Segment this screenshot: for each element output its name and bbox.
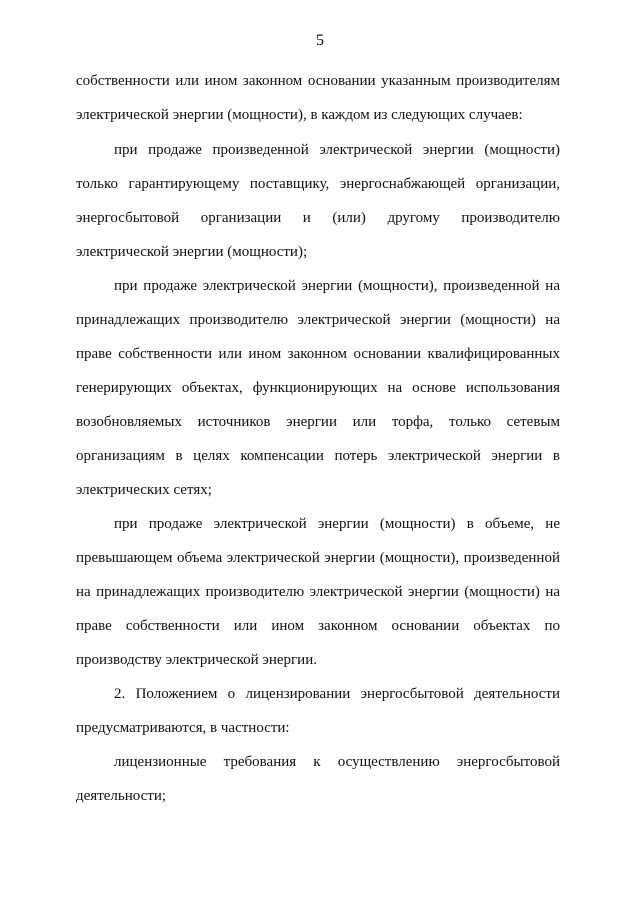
text-line: праве собственности или ином законном основании квалифицированных [76,346,560,362]
text-line: деятельности; [76,788,167,804]
text-line: при продаже произведенной электрической энергии (мощности) [114,142,560,158]
text-line: электрической энергии (мощности); [76,244,308,260]
text-line: превышающем объема электрической энергии (мощности), произведенной [76,550,560,566]
text-line: принадлежащих производителю электрической энергии (мощности) на [76,312,560,328]
text-line: организациям в целях компенсации потерь электрической энергии в [76,448,560,464]
text-line: собственности или ином законном основании указанным производителям [76,73,560,89]
text-line: только гарантирующему поставщику, энергоснабжающей организации, [76,176,560,192]
text-line: на принадлежащих производителю электрической энергии (мощности) на [76,584,560,600]
text-line: праве собственности или ином законном основании объектах по [76,618,560,634]
text-line: электрических сетях; [76,482,212,498]
text-line: предусматриваются, в частности: [76,720,290,736]
text-line: при продаже электрической энергии (мощности), произведенной на [114,278,560,294]
text-line: генерирующих объектах, функционирующих на основе использования [76,380,560,396]
text-line: энергосбытовой организации и (или) другому производителю [76,210,560,226]
text-line: возобновляемых источников энергии или торфа, только сетевым [76,414,560,430]
text-line: лицензионные требования к осуществлению энергосбытовой [114,754,560,770]
text-line: 2. Положением о лицензировании энергосбытовой деятельности [114,686,560,702]
text-line: при продаже электрической энергии (мощности) в объеме, не [114,516,560,532]
text-line: производству электрической энергии. [76,652,317,668]
text-line: электрической энергии (мощности), в каждом из следующих случаев: [76,107,523,123]
page-number: 5 [316,32,324,49]
